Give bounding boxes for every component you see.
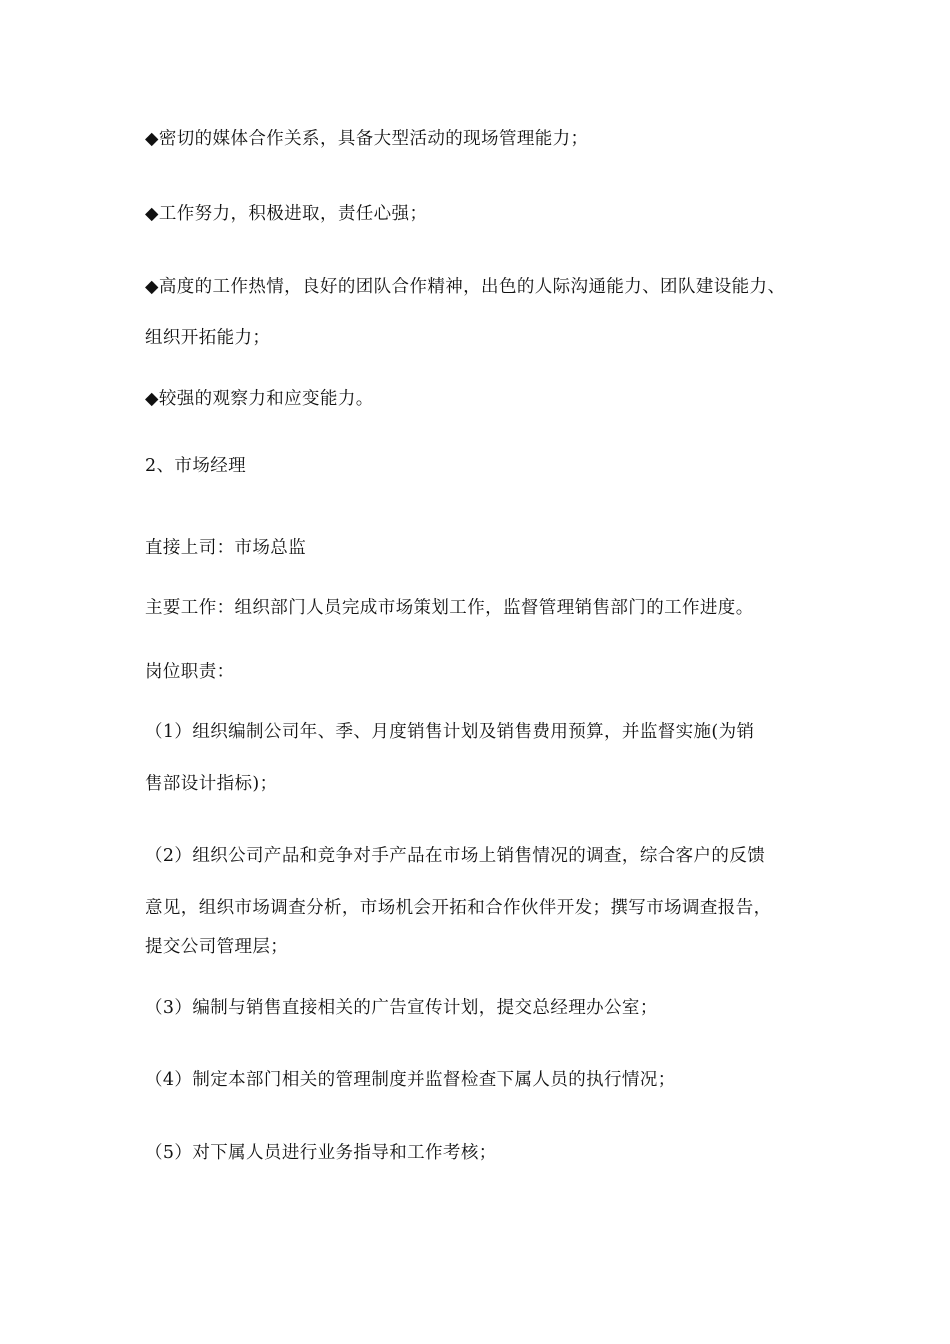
bullet-teamwork-continued: 组织开拓能力； (145, 328, 271, 348)
duty-item-2: （2）组织公司产品和竞争对手产品在市场上销售情况的调查，综合客户的反馈 (145, 846, 766, 866)
duty-item-5: （5）对下属人员进行业务指导和工作考核； (145, 1143, 497, 1163)
bullet-media-relations: ◆密切的媒体合作关系，具备大型活动的现场管理能力； (145, 129, 589, 149)
duty-item-1: （1）组织编制公司年、季、月度销售计划及销售费用预算，并监督实施(为销 (145, 722, 755, 742)
duty-item-4: （4）制定本部门相关的管理制度并监督检查下属人员的执行情况； (145, 1070, 676, 1090)
duty-item-2-continued-2: 提交公司管理层； (145, 937, 289, 957)
bullet-observation: ◆较强的观察力和应变能力。 (145, 389, 374, 409)
main-work-line: 主要工作：组织部门人员完成市场策划工作，监督管理销售部门的工作进度。 (145, 598, 754, 618)
responsibilities-heading: 岗位职责： (145, 662, 235, 682)
duty-item-1-continued: 售部设计指标)； (145, 774, 278, 794)
bullet-work-attitude: ◆工作努力，积极进取，责任心强； (145, 204, 428, 224)
bullet-teamwork: ◆高度的工作热情，良好的团队合作精神，出色的人际沟通能力、团队建设能力、 (145, 277, 786, 297)
duty-item-2-continued: 意见，组织市场调查分析，市场机会开拓和合作伙伴开发；撰写市场调查报告， (145, 898, 772, 918)
direct-supervisor-line: 直接上司：市场总监 (145, 538, 307, 558)
duty-item-3: （3）编制与销售直接相关的广告宣传计划，提交总经理办公室； (145, 998, 658, 1018)
section-heading-market-manager: 2、市场经理 (145, 456, 247, 476)
